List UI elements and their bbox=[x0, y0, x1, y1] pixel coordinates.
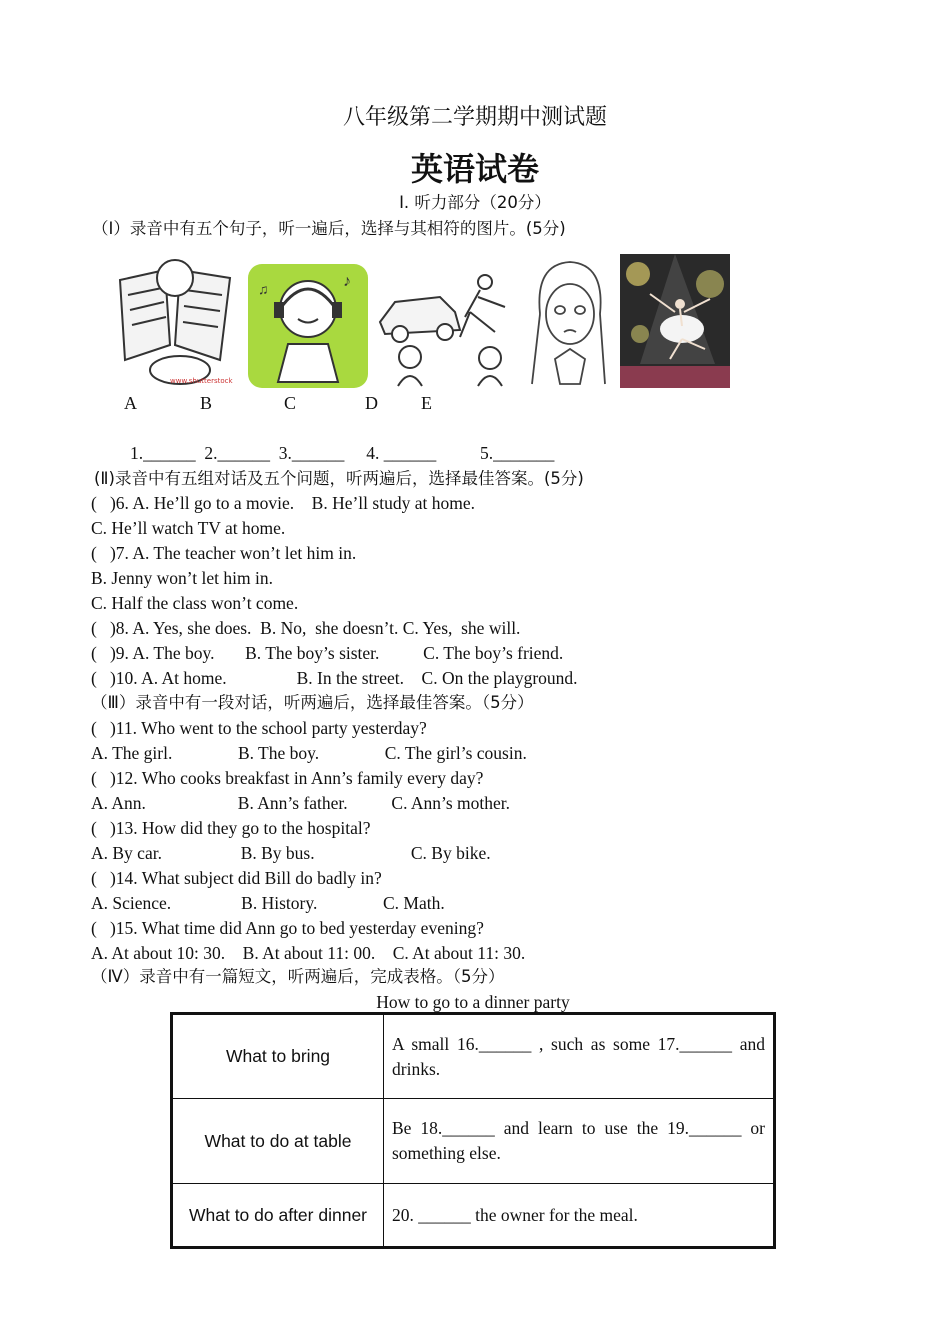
question-line: ( )11. Who went to the school party yesterday? bbox=[91, 718, 427, 738]
section3-instruction: （Ⅲ）录音中有一段对话，听两遍后，选择最佳答案。（5分） bbox=[91, 693, 534, 712]
question-line: ( )15. What time did Ann go to bed yesterday evening? bbox=[91, 918, 484, 938]
section4-instruction: （Ⅳ）录音中有一篇短文，听两遍后，完成表格。（5分） bbox=[91, 967, 505, 986]
picture-label-a: A bbox=[124, 393, 137, 413]
table-row bbox=[172, 1184, 775, 1248]
exam-title: 八年级第二学期期中测试题 bbox=[342, 105, 607, 130]
svg-text:♫: ♫ bbox=[258, 283, 269, 298]
question-line: C. Half the class won’t come. bbox=[91, 593, 299, 613]
picture-label-b: B bbox=[200, 393, 213, 413]
answer-blanks[interactable]: 1.______ 2.______ 3.______ 4. ______ 5._______ bbox=[130, 443, 555, 463]
picture-label-c: C bbox=[284, 393, 297, 413]
question-line: A. Ann. B. Ann’s father. C. Ann’s mother. bbox=[91, 793, 511, 813]
section2-instruction: (Ⅱ)录音中有五组对话及五个问题，听两遍后，选择最佳答案。(5分) bbox=[94, 469, 584, 488]
picture-label-e: E bbox=[421, 393, 432, 413]
question-line: B. Jenny won’t let him in. bbox=[91, 568, 273, 588]
table-title: How to go to a dinner party bbox=[376, 992, 570, 1012]
picture-label-d: D bbox=[365, 393, 378, 413]
part-heading: I. 听力部分（20分） bbox=[399, 193, 551, 212]
table-row bbox=[172, 1014, 775, 1099]
question-line: A. The girl. B. The boy. C. The girl’s cousin. bbox=[91, 743, 527, 763]
question-line: A. At about 10: 30. B. At about 11: 00. C. At about 11: 30. bbox=[91, 943, 526, 963]
row-label: What to do at table bbox=[172, 1099, 384, 1184]
question-line: ( )9. A. The boy. B. The boy’s sister. C. The boy’s friend. bbox=[91, 643, 564, 663]
question-line: A. Science. B. History. C. Math. bbox=[91, 893, 445, 913]
question-line: ( )10. A. At home. B. In the street. C. On the playground. bbox=[91, 668, 578, 688]
exam-subtitle: 英语试卷 bbox=[410, 150, 539, 188]
section1-instruction: （Ⅰ）录音中有五个句子，听一遍后，选择与其相符的图片。(5分) bbox=[92, 219, 566, 238]
dinner-party-table bbox=[170, 1012, 776, 1249]
question-line: ( )7. A. The teacher won’t let him in. bbox=[91, 543, 357, 563]
question-line: ( )14. What subject did Bill do badly in? bbox=[91, 868, 382, 888]
question-line: ( )6. A. He’ll go to a movie. B. He’ll study at home. bbox=[91, 493, 475, 513]
question-line: A. By car. B. By bus. C. By bike. bbox=[91, 843, 491, 863]
row-content[interactable]: Be 18.______ and learn to use the 19.______ or something else. bbox=[384, 1099, 775, 1184]
row-content[interactable]: A small 16.______ , such as some 17.______ and drinks. bbox=[384, 1014, 775, 1099]
car-accident-image bbox=[370, 262, 520, 388]
svg-text:♪: ♪ bbox=[343, 273, 351, 290]
table-row bbox=[172, 1099, 775, 1184]
question-line: C. He’ll watch TV at home. bbox=[91, 518, 286, 538]
question-line: ( )12. Who cooks breakfast in Ann’s family every day? bbox=[91, 768, 484, 788]
baby-reading-newspaper-image bbox=[110, 250, 250, 390]
row-label: What to do after dinner bbox=[172, 1184, 384, 1248]
row-label: What to bring bbox=[172, 1014, 384, 1099]
question-line: ( )13. How did they go to the hospital? bbox=[91, 818, 371, 838]
row-content[interactable]: 20. ______ the owner for the meal. bbox=[384, 1184, 775, 1248]
boy-listening-music-image bbox=[248, 264, 368, 388]
ballet-dancer-image bbox=[620, 254, 730, 388]
svg-text:www.shutterstock: www.shutterstock bbox=[170, 377, 233, 385]
sad-girl-image bbox=[520, 254, 618, 388]
question-line: ( )8. A. Yes, she does. B. No, she doesn’t. C. Yes, she will. bbox=[91, 618, 521, 638]
